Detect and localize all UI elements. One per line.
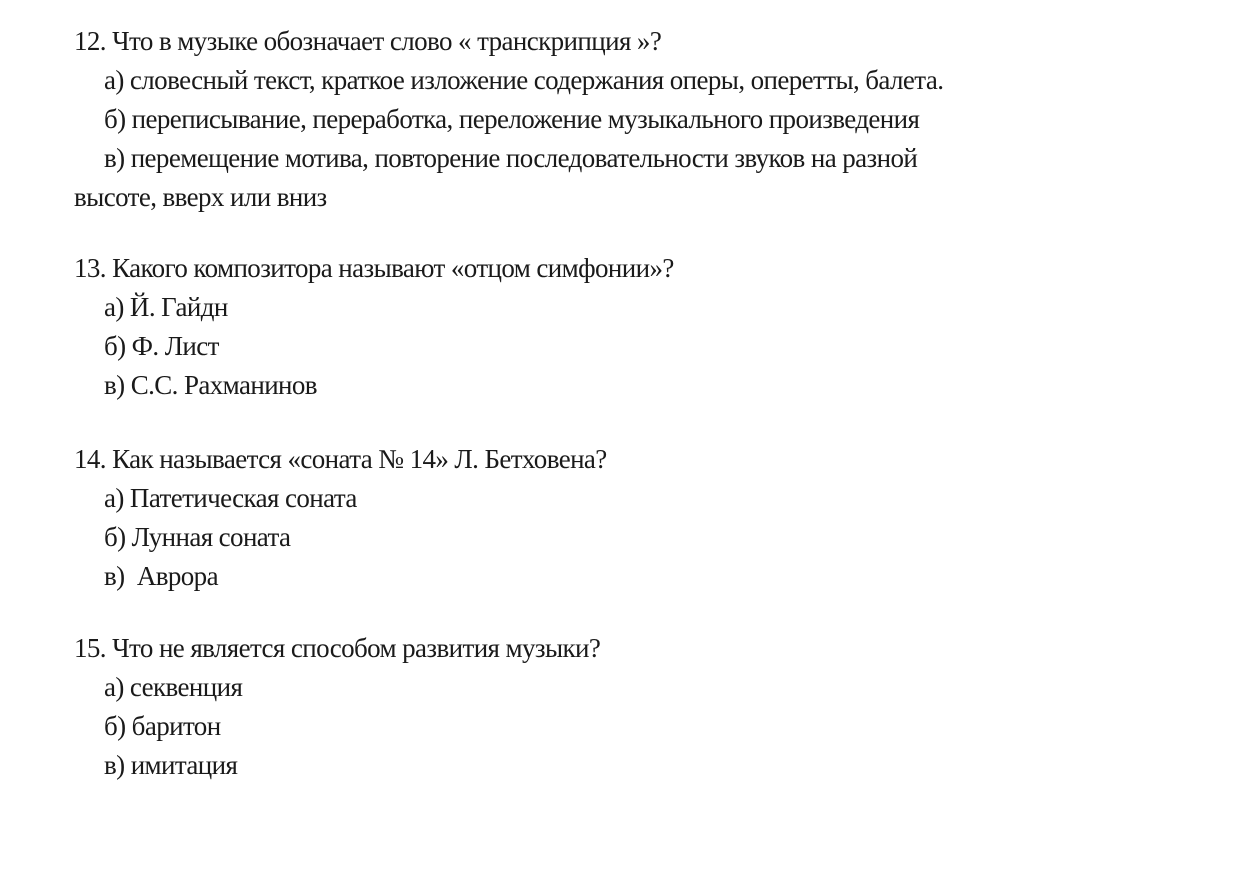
answer-option-a: а) Й. Гайдн <box>104 292 228 322</box>
question-title: 15. Что не является способом развития музыки? <box>74 633 601 663</box>
answer-option-c: в) перемещение мотива, повторение последовательности звуков на разной <box>104 143 918 173</box>
answer-option-b: б) Ф. Лист <box>104 331 219 361</box>
question-title: 12. Что в музыке обозначает слово « транскрипция »? <box>74 26 662 56</box>
answer-option-c: в) С.С. Рахманинов <box>104 370 317 400</box>
question-title: 14. Как называется «соната № 14» Л. Бетховена? <box>74 444 607 474</box>
question-title: 13. Какого композитора называют «отцом симфонии»? <box>74 253 674 283</box>
question-14 <box>74 440 1214 596</box>
answer-option-b: б) Лунная соната <box>104 522 291 552</box>
answer-option-c: в) имитация <box>104 750 238 780</box>
answer-option-b: б) баритон <box>104 711 221 741</box>
question-15 <box>74 629 1214 785</box>
answer-option-c-continuation: высоте, вверх или вниз <box>74 182 327 212</box>
question-12 <box>74 22 1214 217</box>
question-13 <box>74 249 1214 405</box>
answer-option-b: б) переписывание, переработка, переложение музыкального произведения <box>104 104 920 134</box>
answer-option-c: в) Аврора <box>104 561 218 591</box>
answer-option-a: а) Патетическая соната <box>104 483 357 513</box>
answer-option-a: а) секвенция <box>104 672 243 702</box>
answer-option-a: а) словесный текст, краткое изложение содержания оперы, оперетты, балета. <box>104 65 944 95</box>
